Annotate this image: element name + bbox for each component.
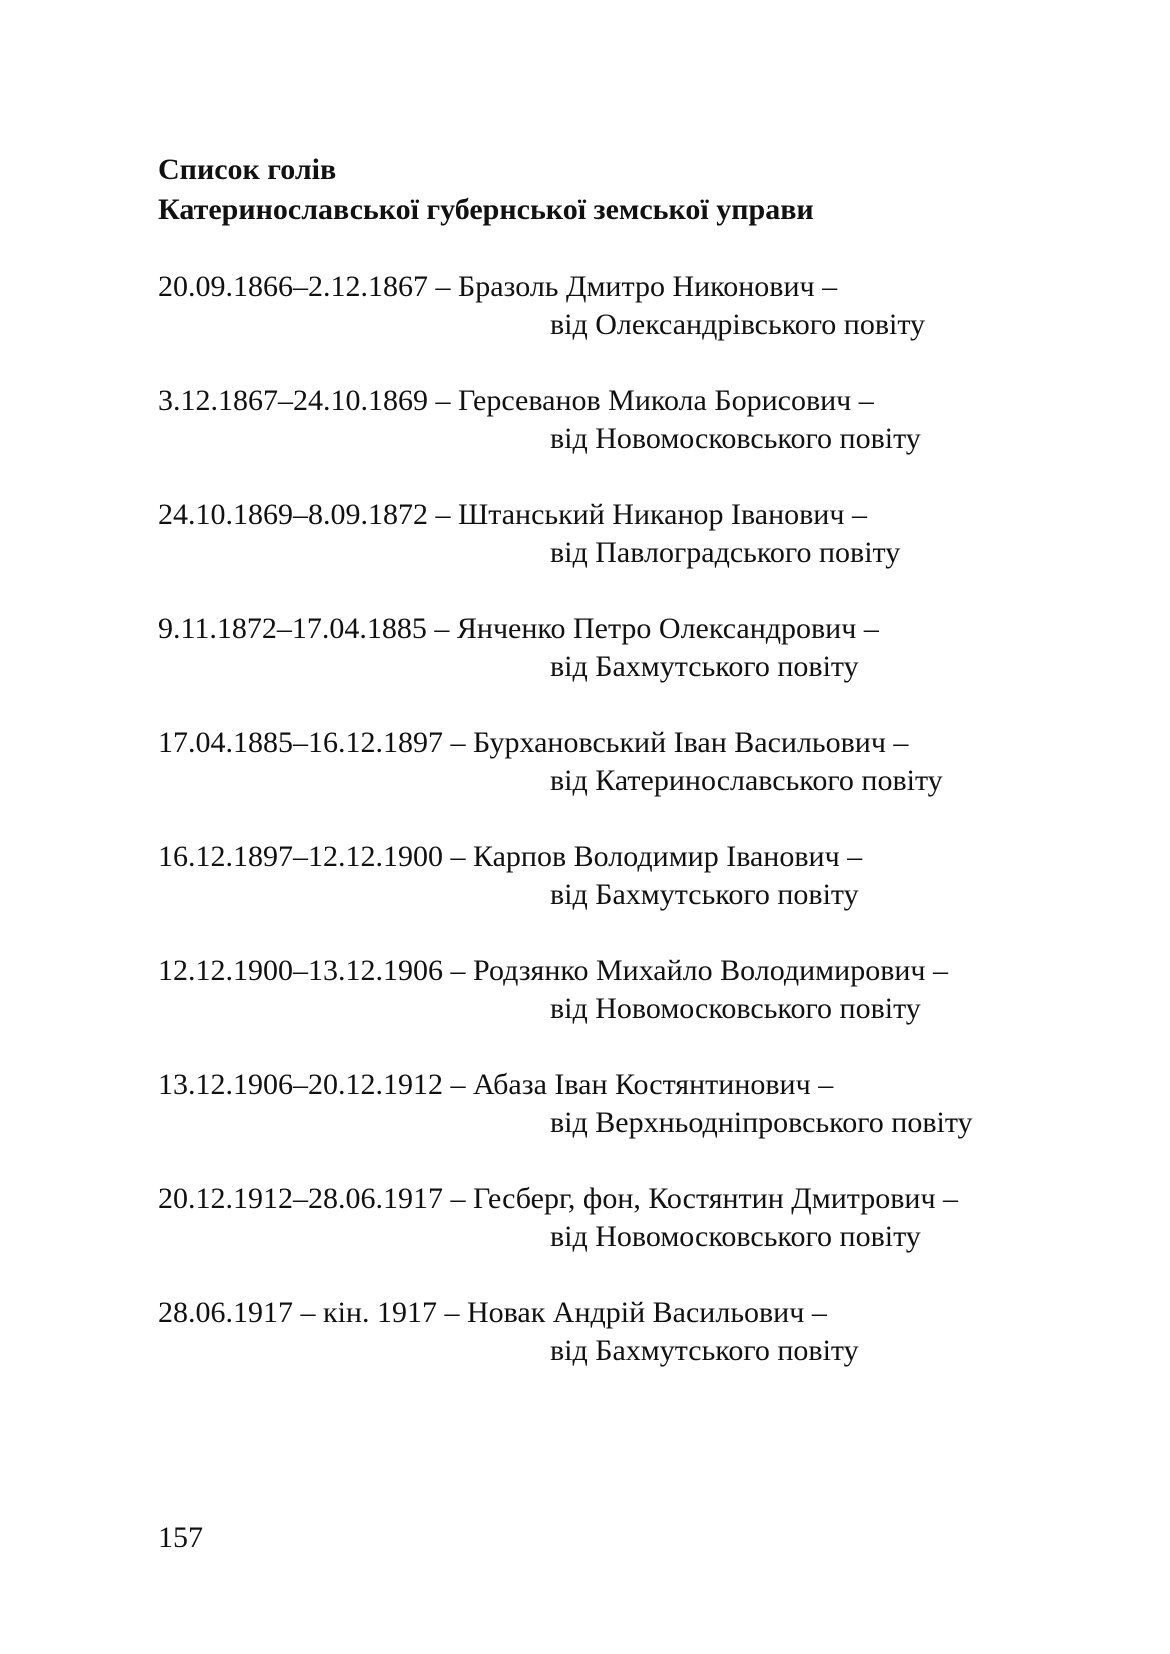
entry-county: від Бахмутського повіту	[550, 650, 859, 683]
entry-term-and-name: 17.04.1885–16.12.1897 – Бурхановський Іван Васильович –	[158, 726, 909, 759]
title-line-1: Список голів	[158, 153, 337, 186]
list-item	[158, 838, 1018, 952]
entry-term-and-name: 9.11.1872–17.04.1885 – Янченко Петро Олександрович –	[158, 612, 879, 645]
list-item	[158, 268, 1018, 382]
entry-county: від Бахмутського повіту	[550, 1334, 859, 1367]
list-item	[158, 1180, 1018, 1294]
entry-term-and-name: 16.12.1897–12.12.1900 – Карпов Володимир Іванович –	[158, 840, 863, 873]
list-item	[158, 382, 1018, 496]
entry-term-and-name: 3.12.1867–24.10.1869 – Герсеванов Микола Борисович –	[158, 384, 874, 417]
page-title	[158, 150, 1058, 230]
entry-county: від Новомосковського повіту	[550, 422, 921, 455]
entry-county: від Новомосковського повіту	[550, 992, 921, 1025]
entry-term-and-name: 13.12.1906–20.12.1912 – Абаза Іван Костянтинович –	[158, 1068, 834, 1101]
list-item	[158, 724, 1018, 838]
entry-term-and-name: 20.12.1912–28.06.1917 – Гесберг, фон, Костянтин Дмитрович –	[158, 1182, 959, 1215]
title-line-2: Катеринославської губернської земської управи	[158, 193, 814, 226]
list-item	[158, 610, 1018, 724]
list-item	[158, 496, 1018, 610]
list-item	[158, 952, 1018, 1066]
list-item	[158, 1294, 1018, 1408]
entry-term-and-name: 28.06.1917 – кін. 1917 – Новак Андрій Васильович –	[158, 1296, 827, 1329]
entry-county: від Павлоградського повіту	[550, 536, 901, 569]
entry-county: від Новомосковського повіту	[550, 1220, 921, 1253]
heads-list	[158, 268, 1018, 1408]
entry-county: від Катеринославського повіту	[550, 764, 943, 797]
entry-term-and-name: 12.12.1900–13.12.1906 – Родзянко Михайло Володимирович –	[158, 954, 949, 987]
entry-term-and-name: 24.10.1869–8.09.1872 – Штанський Никанор Іванович –	[158, 498, 867, 531]
list-item	[158, 1066, 1018, 1180]
page-number: 157	[158, 1521, 203, 1554]
entry-county: від Верхньодніпровського повіту	[550, 1106, 973, 1139]
entry-county: від Олександрівського повіту	[550, 308, 926, 341]
entry-term-and-name: 20.09.1866–2.12.1867 – Бразоль Дмитро Никонович –	[158, 270, 838, 303]
entry-county: від Бахмутського повіту	[550, 878, 859, 911]
